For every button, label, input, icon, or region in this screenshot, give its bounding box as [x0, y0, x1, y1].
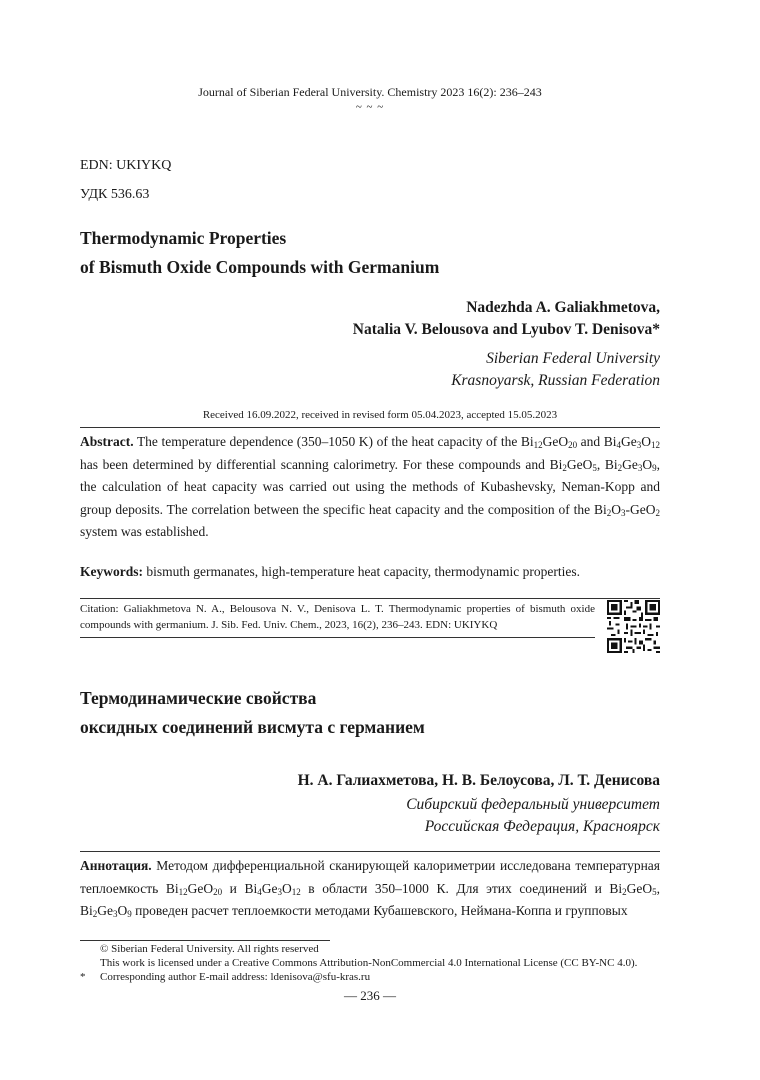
english-title-line2: of Bismuth Oxide Compounds with Germanium — [80, 257, 440, 277]
russian-abstract — [80, 855, 660, 923]
udk-code: УДК 536.63 — [80, 187, 150, 202]
qr-code-icon[interactable] — [607, 600, 660, 653]
footnote-copyright — [80, 942, 319, 957]
english-affiliation-line2: Krasnoyarsk, Russian Federation — [451, 372, 660, 389]
citation-bottom-rule — [80, 637, 595, 638]
english-authors-line1: Nadezhda A. Galiakhmetova, — [466, 299, 660, 316]
edn-code: EDN: UKIYKQ — [80, 158, 172, 173]
citation-top-rule — [80, 598, 660, 599]
english-authors-line2: Natalia V. Belousova and Lyubov T. Denisova* — [352, 321, 660, 338]
abstract-label: Abstract. — [80, 434, 134, 449]
english-abstract — [80, 431, 660, 544]
russian-abstract-label: Аннотация. — [80, 858, 152, 873]
english-title-line1: Thermodynamic Properties — [80, 228, 287, 248]
corresponding-text: Corresponding author E-mail address: ldenisova@sfu-kras.ru — [100, 971, 371, 983]
russian-authors: Н. А. Галиахметова, Н. В. Белоусова, Л. Т. Денисова — [297, 772, 660, 789]
english-title — [80, 224, 439, 282]
received-dates: Received 16.09.2022, received in revised form 05.04.2023, accepted 15.05.2023 — [202, 409, 558, 421]
keywords-text: bismuth germanates, high-temperature heat capacity, thermodynamic properties. — [146, 564, 580, 579]
asterisk-mark: * — [80, 971, 86, 983]
russian-title-line1: Термодинамические свойства — [80, 688, 317, 708]
russian-abstract-text: Методом дифференциальной сканирующей калориметрии исследована температурная теплоемкость $Bi_{12}GeO_{20}$ и $Bi_4Ge_3O_{12}$ в области 350–1000 К. Для этих соединений и $Bi_2GeO_5$, $Bi_2Ge_3O_9$ проведен расчет теплоемкости методами Кубашевского, Неймана-Коппа и групповых — [80, 858, 661, 919]
english-affiliation-line1: Siberian Federal University — [486, 350, 660, 367]
header-ornament: ~ ~ ~ — [355, 101, 385, 113]
english-authors — [353, 297, 660, 341]
footnote-corresponding — [80, 970, 370, 985]
footnote-license — [80, 956, 637, 971]
license-text[interactable]: This work is licensed under a Creative Commons Attribution-NonCommercial 4.0 International License (CC BY-NC 4.0). — [100, 957, 638, 969]
page-number: — 236 — — [344, 988, 396, 1003]
russian-abstract-rule — [80, 851, 660, 852]
journal-header: Journal of Siberian Federal University. Chemistry 2023 16(2): 236–243 — [198, 85, 542, 99]
russian-title — [80, 684, 425, 742]
keywords-label: Keywords: — [80, 564, 143, 579]
russian-affiliation — [406, 794, 660, 838]
abstract-top-rule — [80, 427, 660, 428]
keywords — [80, 561, 660, 584]
russian-affiliation-line2: Российская Федерация, Красноярск — [424, 818, 660, 835]
english-affiliation — [451, 348, 660, 392]
abstract-text: The temperature dependence (350–1050 K) of the heat capacity of the $Bi_{12}GeO_{20}$ and $Bi_4Ge_3O_{12}$ has been determined by differential scanning calorimetry. For these compounds and $Bi_2GeO_5$, $Bi_2Ge_3O_9$, the calculation of heat capacity was carried out using the methods of Kubashevsky, Neman-Kopp and group deposits. The correlation between the specific heat capacity and the composition of the $Bi_2O_3-GeO_2$ system was established. — [80, 434, 660, 539]
footnote-rule — [80, 940, 330, 941]
russian-affiliation-line1: Сибирский федеральный университет — [406, 796, 660, 813]
citation: Citation: Galiakhmetova N. A., Belousova N. V., Denisova L. T. Thermodynamic properties of bismuth oxide compounds with germanium. J. Sib. Fed. Univ. Chem., 2023, 16(2), 236–243. EDN: UKIYKQ — [80, 603, 595, 631]
copyright-text: © Siberian Federal University. All rights reserved — [100, 943, 319, 955]
russian-title-line2: оксидных соединений висмута с германием — [80, 717, 425, 737]
